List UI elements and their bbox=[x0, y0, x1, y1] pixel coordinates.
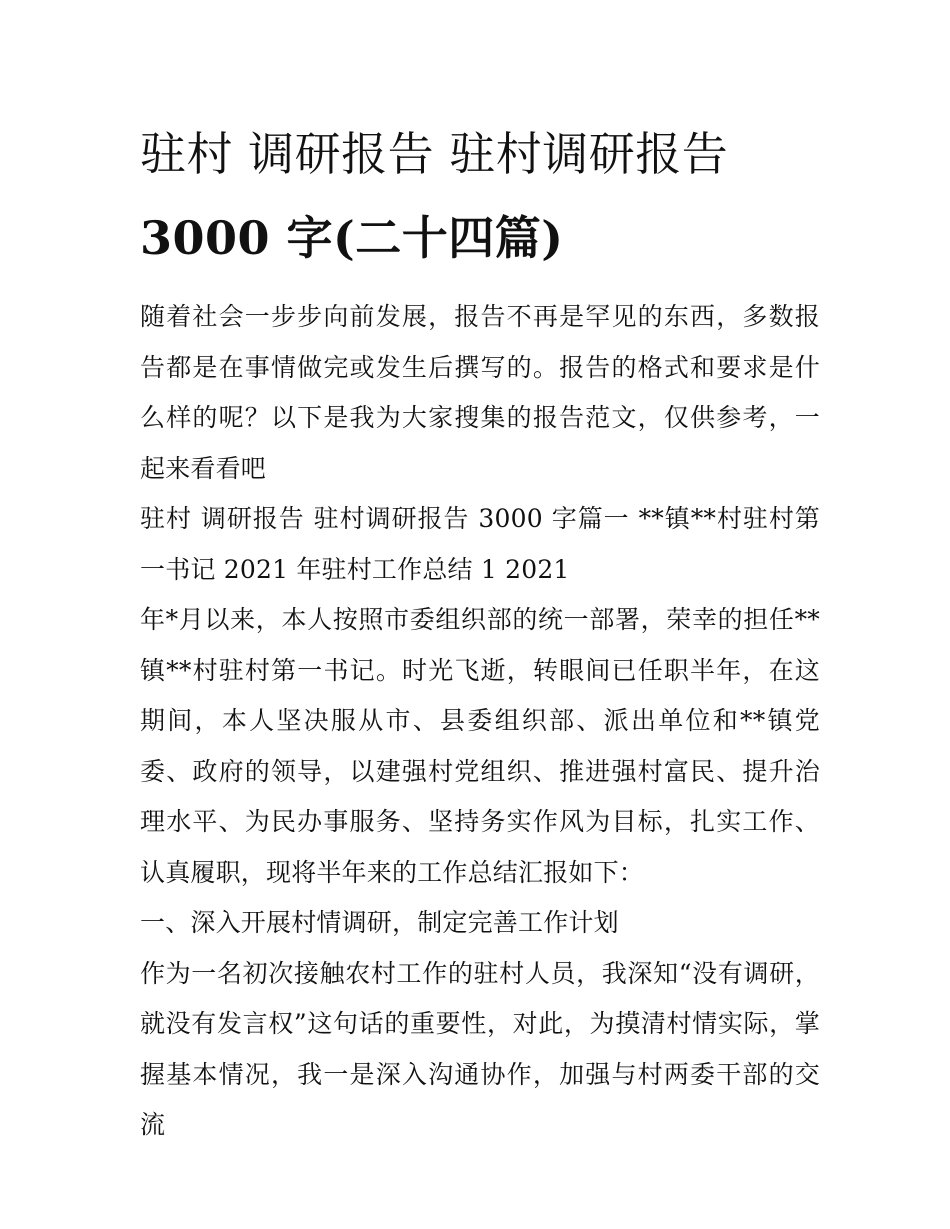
body-paragraph: 年*月以来，本人按照市委组织部的统一部署，荣幸的担任**镇**村驻村第一书记。时光飞逝，转眼间已任职半年，在这期间，本人坚决服从市、县委组织部、派出单位和**镇党委、政府的领导，以建强村党组织、推进强村富民、提升治理水平、为民办事服务、坚持务实作风为目标，扎实工作、认真履职，现将半年来的工作总结汇报如下： bbox=[140, 605, 820, 887]
body-paragraph: 作为一名初次接触农村工作的驻村人员，我深知“没有调研，就没有发言权”这句话的重要性，对此，为摸清村情实际，掌握基本情况，我一是深入沟通协作，加强与村两委干部的交流 bbox=[140, 958, 820, 1139]
document-title bbox=[140, 112, 820, 280]
subsection-heading: 一、深入开展村情调研，制定完善工作计划 bbox=[140, 908, 619, 937]
intro-paragraph: 随着社会一步步向前发展，报告不再是罕见的东西，多数报告都是在事情做完或发生后撰写的。报告的格式和要求是什么样的呢？以下是我为大家搜集的报告范文，仅供参考，一起来看看吧 bbox=[140, 302, 820, 483]
section-heading: 驻村 调研报告 驻村调研报告 3000 字篇一 **镇**村驻村第一书记 2021 年驻村工作总结 1 2021 bbox=[140, 504, 820, 584]
document-page bbox=[140, 112, 820, 1151]
title-line-2: 3000 字(二十四篇) bbox=[140, 211, 564, 265]
title-line-1: 驻村 调研报告 驻村调研报告 bbox=[140, 127, 729, 181]
